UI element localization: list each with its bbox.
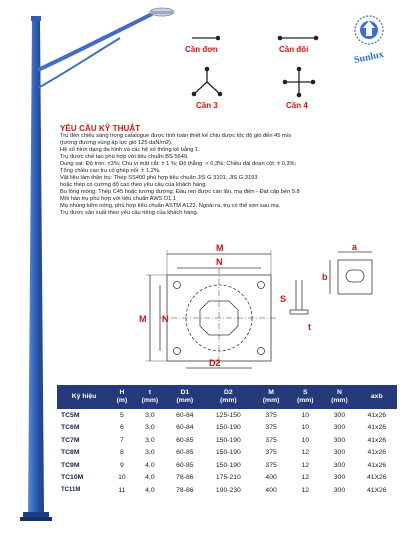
sunlux-logo [344,8,394,70]
col-header-s [288,385,322,409]
col-header-axb [357,385,397,409]
cell: 10 [301,436,310,444]
requirement-line: Dung sai: Độ tròn: ±3%; Chu vi mặt cắt: ± 1 %; Độ thẳng: < 0,3%; Chiều dài đoạn cột: ± 0,3%; [60,161,297,167]
cell: 10 [301,411,310,419]
cell: 60-85 [176,436,194,444]
cell: 300 [333,486,346,494]
arm-label-single: Cần đơn [185,45,218,54]
cell: 12 [301,474,310,482]
cell: 150-190 [215,461,241,469]
cell: 375 [265,461,277,469]
col-header-d1 [167,385,203,409]
cell-code: TC7M [61,436,80,444]
requirement-line: Mối hàn trụ phù hợp với tiêu chuẩn AWS D1.1 [60,196,177,202]
cell-code: TC6M [61,424,80,432]
cell: 12 [301,486,310,494]
requirement-line: Bu lông móng: Thép C45 hoặc tương đương. Đầu ren được cán lăn, mạ điện - Đạt cấp bền 5.8 [60,189,300,195]
header-text: Ký hiệu [71,393,97,400]
dim-label-a: a [352,242,358,252]
table-row [57,409,397,422]
cell: 41x26 [367,461,387,469]
cell: 3,0 [145,449,155,457]
header-unit: (mm) [220,397,237,404]
cell: 7 [120,436,124,444]
col-header-n [322,385,356,409]
specification-table [57,385,397,497]
cell: 400 [265,474,277,482]
cell: 150-190 [215,424,241,432]
cell: 150-190 [215,449,241,457]
cell: 300 [333,436,346,444]
cell-code: TC5M [61,411,80,419]
cell: 4,0 [145,474,155,482]
header-unit: (mm) [296,397,314,404]
header-unit: (m) [116,397,128,404]
col-header-code [57,385,111,409]
cell: 375 [265,424,277,432]
cell: 41x26 [367,436,387,444]
requirement-line: Hệ số hình dạng đa hình và các hệ số thống kê bằng 1. [60,147,200,153]
cell: 300 [333,449,346,457]
header-text: M [268,389,274,396]
cell: 41x26 [367,449,387,457]
cell: 300 [333,474,346,482]
cell: 175-210 [215,474,241,482]
requirement-line: Mạ nhúng kẽm nóng, phù hợp tiêu chuẩn ASTM A123. Ngoài ra, trụ có thể sơn sau mạ. [60,203,281,209]
cell: 300 [333,461,346,469]
dim-label-D2: D2 [209,358,221,368]
cell: 125-150 [215,411,241,419]
cell-code: TC8M [61,449,80,457]
cell: 10 [301,424,310,432]
cell: 9 [120,461,124,469]
cell: 60-84 [176,424,194,432]
cell: 300 [333,411,346,419]
requirement-line: Trụ được chế tạo phù hợp với tiêu chuẩn BS 5649. [60,154,189,160]
cell: 3,0 [145,436,155,444]
table-row [57,422,397,435]
header-text: axb [370,393,383,400]
requirements-title: YÊU CẦU KỸ THUẬT [60,124,141,133]
dim-label-M-left: M [139,314,147,324]
cell: 6 [120,424,124,432]
header-unit: (mm) [331,397,348,404]
requirement-line: Trụ đèn chiếu sáng trong catalogue được tính toán thiết kế chịu được tốc độ gió đến 45 m/s [60,133,292,139]
col-header-d2 [203,385,254,409]
requirement-line: Tổng chiều cao trụ có ghép nối: ± 1,2%. [60,168,161,174]
table-header-row [57,385,397,409]
cell: 4,0 [145,486,155,494]
dim-label-N: N [216,257,223,267]
cell: 41X26 [366,474,387,482]
cell: 60-85 [176,449,194,457]
dim-label-b: b [322,272,328,282]
cell: 60-84 [176,411,194,419]
dim-label-t: t [308,322,311,332]
requirements-body [60,133,390,217]
col-header-t [133,385,167,409]
cell-code: TC10M [61,474,84,482]
cell: 4,0 [145,461,155,469]
cell: 12 [301,461,310,469]
cell: 300 [333,424,346,432]
arm-label-double: Cần đôi [279,45,309,54]
header-text: H [119,389,125,396]
table-row [57,434,397,447]
dim-label-M-top: M [216,243,224,253]
table-row [57,459,397,472]
double-arm-icon [276,30,320,46]
col-header-m [254,385,288,409]
table-row [57,472,397,485]
cell: 10 [118,474,126,482]
triple-arm-icon [189,66,225,98]
header-text: t [148,389,152,396]
cell: 41X26 [366,486,387,494]
header-unit: (mm) [262,397,280,404]
cell: 150-190 [215,436,241,444]
cell: 78-86 [176,474,194,482]
requirement-line: Vật liệu làm thân trụ: Thép SS400 phù hợp tiêu chuẩn JIS G 3101, JIS G 3193 [60,175,258,181]
cell: 375 [265,436,277,444]
base-plate-drawing [130,240,390,375]
header-text: D2 [224,389,233,396]
requirement-line: hoặc thép có cường độ cao theo yêu cầu của khách hàng. [60,182,207,188]
cell: 41x26 [367,424,387,432]
cell: 375 [265,449,277,457]
cell-code: TC11M [61,487,81,494]
cell: 41x26 [367,411,387,419]
arm-label-triple: Cần 3 [196,101,218,110]
header-text: N [336,389,342,396]
dim-label-S: S [280,294,287,304]
cell: 3,0 [145,411,155,419]
cell: 78-86 [176,486,194,494]
requirement-line: Trụ được sản xuất theo yêu cầu riêng của khách hàng. [60,210,199,216]
requirement-line: (tương đương vùng áp lực gió 125 daN/m2). [60,140,173,146]
cell-code: TC9M [61,461,80,469]
quad-arm-icon [282,66,316,98]
cell: 8 [120,449,124,457]
cell: 11 [118,486,126,494]
cell: 375 [265,411,277,419]
single-arm-icon [190,30,220,46]
cell: 12 [301,449,310,457]
svg-text:Sunlux: Sunlux [353,49,385,67]
header-text: S [303,389,308,396]
cell: 400 [265,486,277,494]
col-header-h [111,385,133,409]
header-unit: (mm) [176,397,194,404]
cell: 3,0 [145,424,155,432]
cell: 190-230 [215,486,241,494]
cell: 5 [120,411,124,419]
table-row [57,447,397,460]
cell: 60-85 [176,461,194,469]
arm-label-quad: Cần 4 [286,101,308,110]
table-row [57,484,397,497]
header-unit: (mm) [141,397,159,404]
dim-label-N-left: N [162,314,169,324]
header-text: D1 [180,389,190,396]
